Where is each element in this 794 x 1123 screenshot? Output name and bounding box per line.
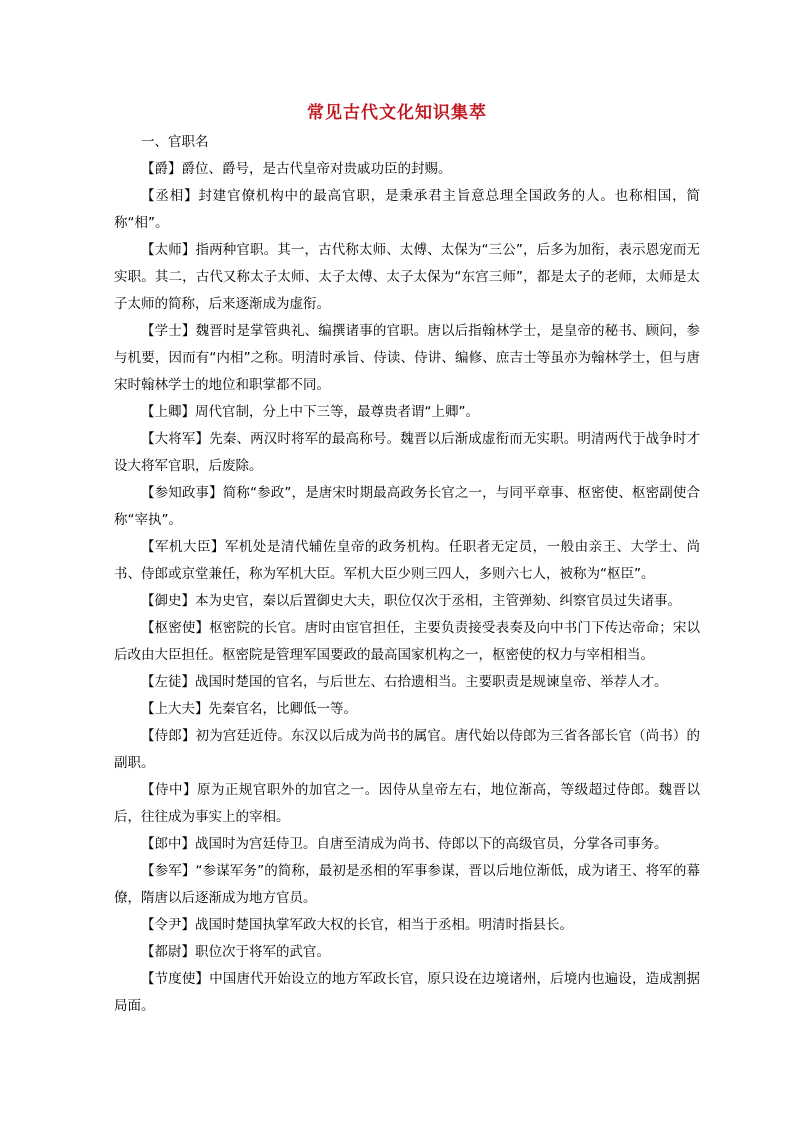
entry-paragraph — [114, 615, 700, 669]
entry-paragraph — [114, 669, 700, 696]
entry-term: 【节度使】 — [141, 971, 210, 987]
entry-text: 周代官制，分上中下三等，最尊贵者谓“上卿”。 — [195, 404, 479, 420]
entry-text: 战国时楚国的官名，与后世左、右拾遗相当。主要职责是规谏皇帝、举荐人才。 — [195, 674, 668, 690]
entry-paragraph — [114, 480, 700, 534]
entry-paragraph — [114, 588, 700, 615]
entry-term: 【御史】 — [141, 593, 195, 609]
entry-term: 【郎中】 — [141, 836, 195, 852]
entry-paragraph — [114, 534, 700, 588]
entry-paragraph — [114, 723, 700, 777]
entry-paragraph — [114, 696, 700, 723]
entry-paragraph — [114, 156, 700, 183]
entry-term: 【爵】 — [141, 161, 182, 177]
entry-paragraph — [114, 912, 700, 939]
entry-term: 【军机大臣】 — [141, 539, 225, 555]
entry-paragraph — [114, 318, 700, 399]
entry-text: 战国时为宫廷侍卫。自唐至清成为尚书、侍郎以下的高级官员，分掌各司事务。 — [195, 836, 668, 852]
entry-term: 【上卿】 — [141, 404, 195, 420]
entry-term: 【大将军】 — [141, 431, 210, 447]
entry-text: 简称“参政”，是唐宋时期最高政务长官之一，与同平章事、枢密使、枢密副使合称“宰执”。 — [114, 485, 700, 528]
entry-text: 原为正规官职外的加官之一。因侍从皇帝左右，地位渐高，等级超过侍郎。魏晋以后，往往成为事实上的宰相。 — [114, 782, 701, 825]
entry-paragraph — [114, 183, 700, 237]
page-title: 常见古代文化知识集萃 — [307, 103, 487, 123]
entry-paragraph — [114, 237, 700, 318]
entry-paragraph — [114, 858, 700, 912]
entry-paragraph — [114, 399, 700, 426]
entry-text: 本为史官，秦以后置御史大夫，职位仅次于丞相，主管弹劾、纠察官员过失诸事。 — [195, 593, 681, 609]
entry-text: 枢密院的长官。唐时由宦官担任，主要负责接受表奏及向中书门下传达帝命；宋以后改由大臣担任。枢密院是管理军国要政的最高国家机构之一，枢密使的权力与宰相相当。 — [114, 620, 700, 663]
entry-term: 【上大夫】 — [141, 701, 209, 717]
entry-paragraph — [114, 831, 700, 858]
document-body — [114, 129, 700, 1020]
entry-term: 【枢密使】 — [141, 620, 210, 636]
entry-text: 军机处是清代辅佐皇帝的政务机构。任职者无定员，一般由亲王、大学士、尚书、侍郎或京堂兼任，称为军机大臣。军机大臣少则三四人，多则六七人，被称为“枢臣”。 — [114, 539, 701, 582]
entry-term: 【丞相】 — [141, 188, 199, 204]
entry-term: 【左徒】 — [141, 674, 195, 690]
entry-paragraph — [114, 939, 700, 966]
entry-text: 魏晋时是掌管典礼、编撰诸事的官职。唐以后指翰林学士，是皇帝的秘书、顾问，参与机要，因而有“内相”之称。明清时承旨、侍读、侍讲、编修、庶吉士等虽亦为翰林学士，但与唐宋时翰林学士的地位和职掌都不同。 — [114, 323, 701, 393]
entry-text: 封建官僚机构中的最高官职，是秉承君主旨意总理全国政务的人。也称相国，简称“相”。 — [114, 188, 700, 231]
entry-text: 爵位、爵号，是古代皇帝对贵戚功臣的封赐。 — [181, 161, 452, 177]
section-heading: 一、官职名 — [141, 134, 209, 150]
entry-term: 【令尹】 — [141, 917, 195, 933]
entry-text: 初为宫廷近侍。东汉以后成为尚书的属官。唐代始以侍郎为三省各部长官（尚书）的副职。 — [114, 728, 701, 771]
entry-text: 指两种官职。其一，古代称太师、太傅、太保为“三公”，后多为加衔，表示恩宠而无实职。其二，古代又称太子太师、太子太傅、太子太保为“东宫三师”，都是太子的老师，太师是太子太师的简称，后来逐渐成为虚衔。 — [114, 242, 700, 312]
entry-text: 职位次于将军的武官。 — [195, 944, 330, 960]
entry-term: 【学士】 — [141, 323, 196, 339]
entry-paragraph — [114, 966, 700, 1020]
entry-term: 【参军】 — [141, 863, 196, 879]
entry-term: 【侍郎】 — [141, 728, 196, 744]
entry-term: 【都尉】 — [141, 944, 195, 960]
entry-text: 中国唐代开始设立的地方军政长官，原只设在边境诸州，后境内也遍设，造成割据局面。 — [114, 971, 700, 1014]
entry-text: 战国时楚国执掌军政大权的长官，相当于丞相。明清时指县长。 — [195, 917, 573, 933]
entry-text: 先秦官名，比卿低一等。 — [208, 701, 357, 717]
entry-term: 【参知政事】 — [141, 485, 223, 501]
entry-text: 先秦、两汉时将军的最高称号。魏晋以后渐成虚衔而无实职。明清两代于战争时才设大将军官职，后废除。 — [114, 431, 700, 474]
entry-paragraph — [114, 426, 700, 480]
entry-term: 【侍中】 — [141, 782, 197, 798]
entry-paragraph — [114, 777, 700, 831]
entry-text: “参谋军务”的简称，最初是丞相的军事参谋，晋以后地位渐低，成为诸王、将军的幕僚，隋唐以后逐渐成为地方官员。 — [114, 863, 700, 906]
entry-term: 【太师】 — [141, 242, 196, 258]
